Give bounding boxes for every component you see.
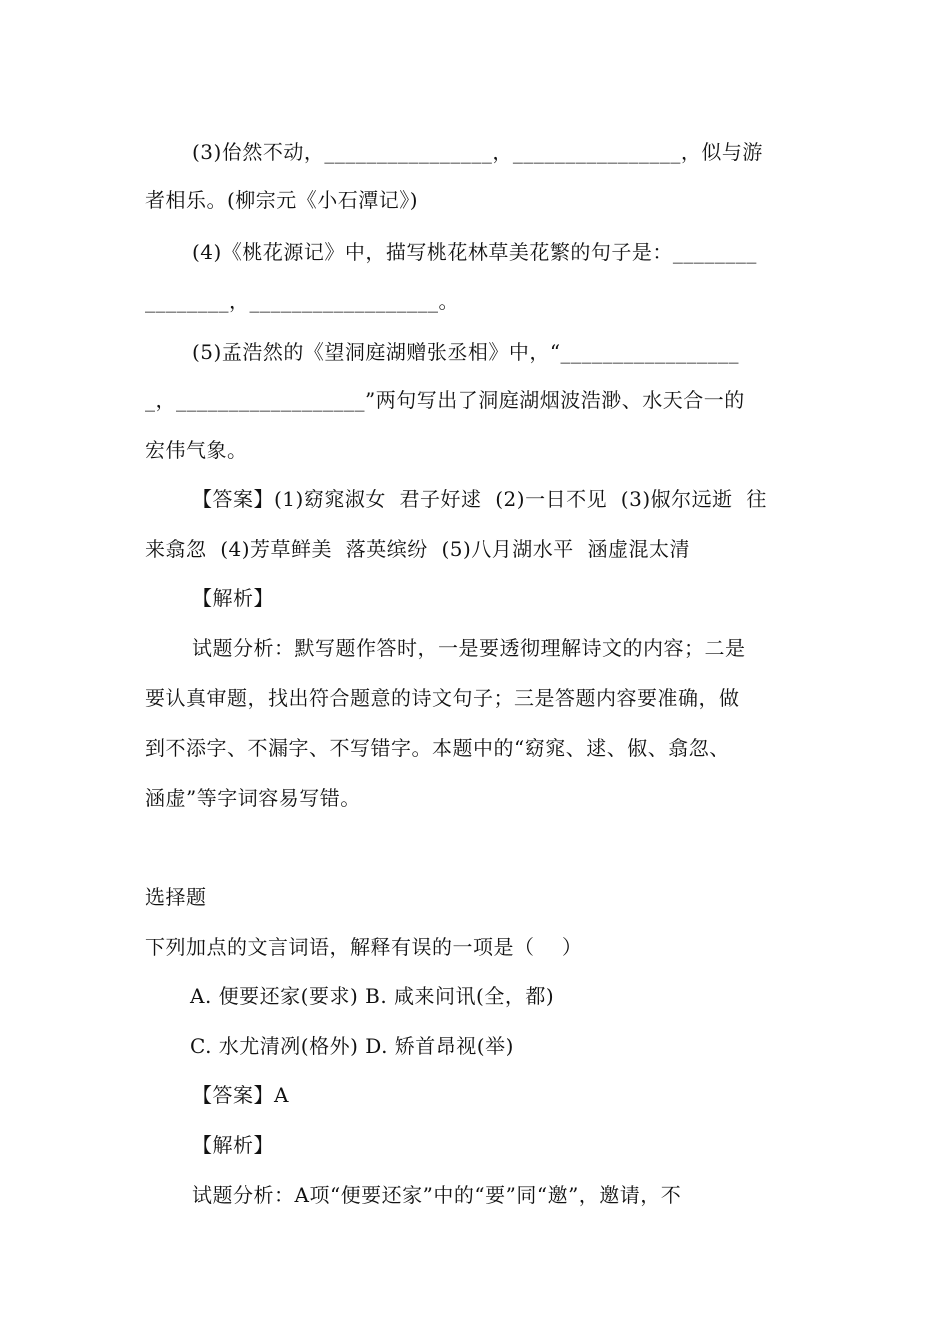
analysis-1-line-4: 涵虚”等字词容易写错。 [145, 786, 361, 810]
question-4-line-2: ________，__________________。 [145, 289, 459, 313]
section-title: 选择题 [145, 885, 207, 909]
question-5-line-1: (5)孟浩然的《望洞庭湖赠张丞相》中，“_________________ [192, 340, 740, 364]
options-a-b: A. 便要还家(要求) B. 咸来问讯(全，都) [190, 984, 555, 1008]
analysis-1-line-2: 要认真审题，找出符合题意的诗文句子；三是答题内容要准确，做 [145, 686, 740, 710]
question-3-line-1: (3)佁然不动，________________，________________，似与游 [192, 140, 763, 164]
question-5-line-3: 宏伟气象。 [145, 438, 248, 462]
question-4-line-1: (4)《桃花源记》中，描写桃花林草美花繁的句子是：________ [192, 240, 757, 264]
question-3-line-2: 者相乐。(柳宗元《小石潭记》) [145, 188, 419, 212]
analysis-1-line-1: 试题分析：默写题作答时，一是要透彻理解诗文的内容；二是 [192, 636, 746, 660]
analysis-1-line-3: 到不添字、不漏字、不写错字。本题中的“窈窕、逑、俶、翕忽、 [145, 736, 730, 760]
options-c-d: C. 水尤清冽(格外) D. 矫首昂视(举) [190, 1034, 514, 1058]
answer-1-line-1: 【答案】(1)窈窕淑女 君子好逑 (2)一日不见 (3)俶尔远逝 往 [192, 487, 767, 511]
analysis-2-line-1: 试题分析：A项“便要还家”中的“要”同“邀”，邀请，不 [192, 1183, 682, 1207]
answer-1-line-2: 来翕忽 (4)芳草鲜美 落英缤纷 (5)八月湖水平 涵虚混太清 [145, 537, 691, 561]
question-2-stem: 下列加点的文言词语，解释有误的一项是（ ） [145, 935, 583, 959]
analysis-1-heading: 【解析】 [192, 586, 274, 610]
analysis-2-heading: 【解析】 [192, 1133, 274, 1157]
question-5-line-2: _，__________________”两句写出了洞庭湖烟波浩渺、水天合一的 [145, 388, 745, 412]
answer-2: 【答案】A [192, 1083, 289, 1107]
